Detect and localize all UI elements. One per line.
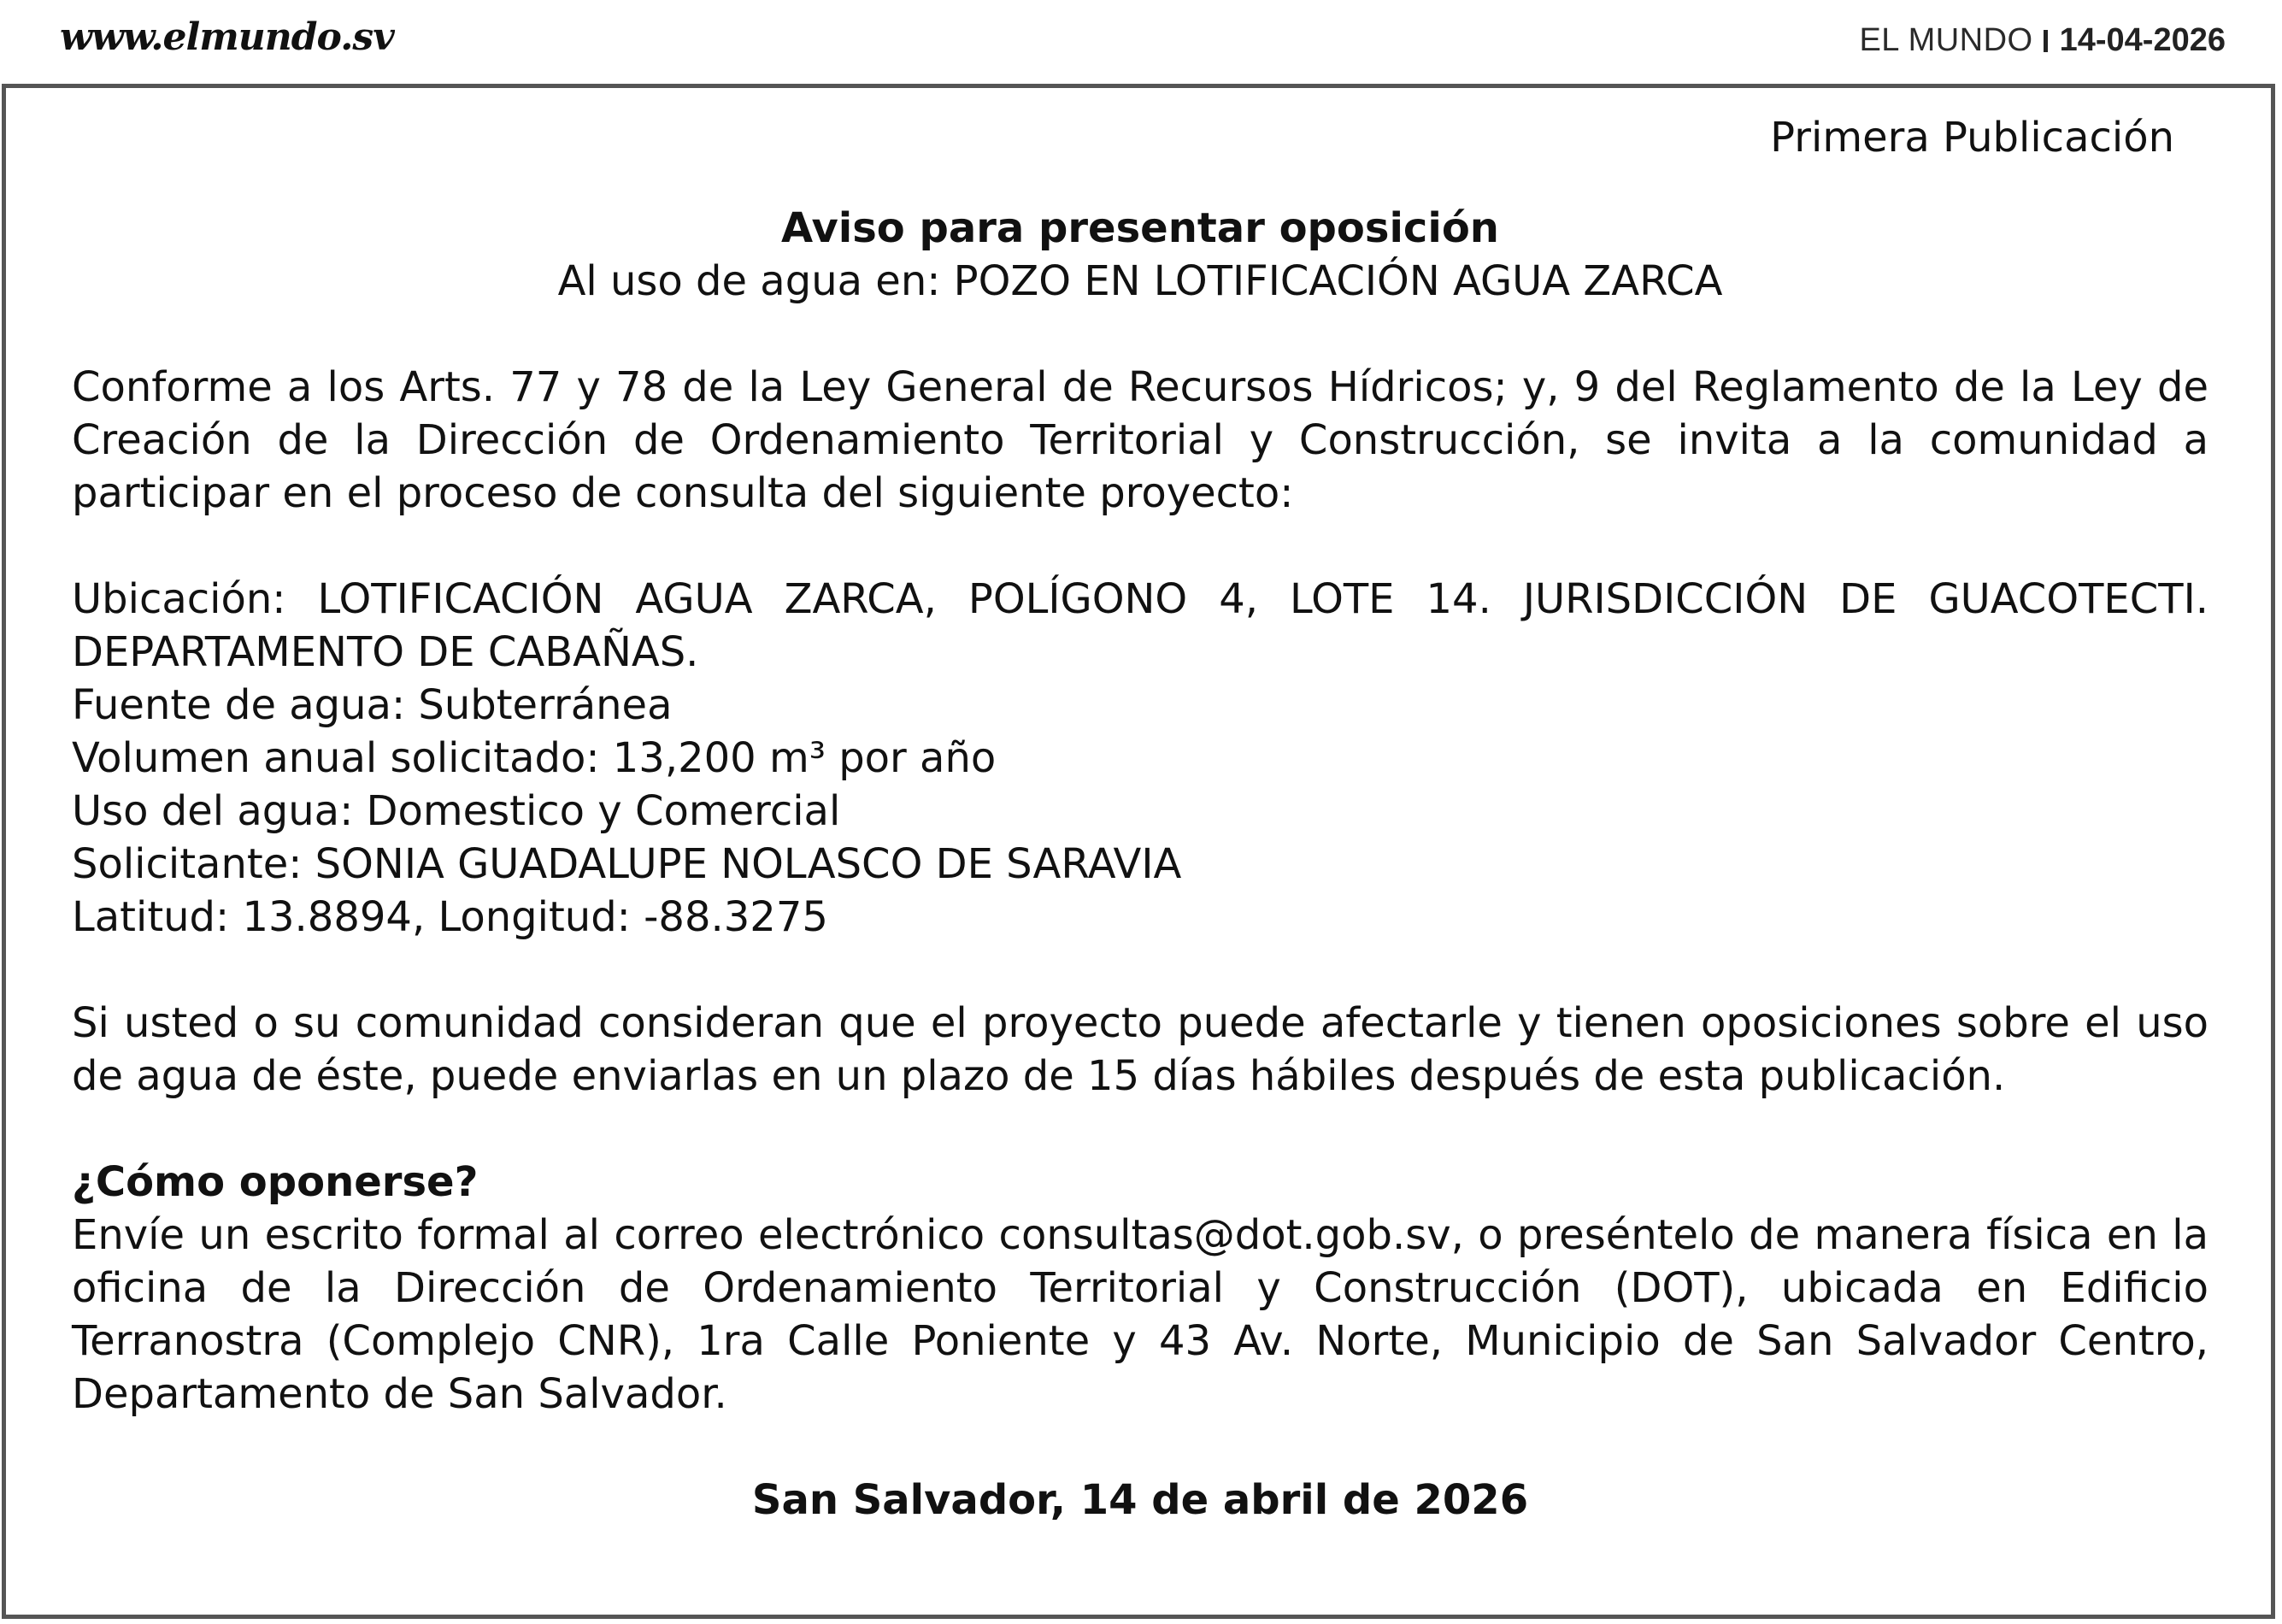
how-to-oppose-body: Envíe un escrito formal al correo electrónico consultas@dot.gob.sv, o preséntelo de manera física en la oficina de la Dirección de Ordenamiento Territorial y Construcción (DOT), ubicada en Edificio Terranostra (Complejo CNR), 1ra Calle Poniente y 43 Av. Norte, Municipio de San Salvador Centro, Departamento de San Salvador. [72, 1211, 2208, 1418]
detail-water-use: Uso del agua: Domestico y Comercial [72, 787, 841, 835]
page-header [0, 0, 2282, 82]
publication-label: Primera Publicación [1770, 114, 2174, 162]
project-details [72, 573, 2208, 944]
how-to-oppose-heading: ¿Cómo oponerse? [72, 1158, 479, 1206]
closing-place-date: San Salvador, 14 de abril de 2026 [751, 1476, 1529, 1524]
publication-name: EL MUNDO [1859, 22, 2033, 58]
publication-date: 14-04-2026 [2059, 22, 2226, 58]
detail-coordinates: Latitud: 13.8894, Longitud: -88.3275 [72, 893, 828, 941]
detail-applicant: Solicitante: SONIA GUADALUPE NOLASCO DE SARAVIA [72, 840, 1182, 888]
detail-annual-volume: Volumen anual solicitado: 13,200 m³ por año [72, 734, 997, 782]
notice-title: Aviso para presentar oposición [781, 204, 1499, 252]
notice-content [72, 111, 2208, 1527]
notice-subtitle: Al uso de agua en: POZO EN LOTIFICACIÓN AGUA ZARCA [557, 257, 1723, 305]
header-publication-info [1859, 22, 2226, 59]
intro-paragraph: Conforme a los Arts. 77 y 78 de la Ley General de Recursos Hídricos; y, 9 del Reglamento de la Ley de Creación de la Dirección de Ordenamiento Territorial y Construcción, se invita a la comunidad a participar en el proceso de consulta del siguiente proyecto: [72, 363, 2208, 517]
detail-location: Ubicación: LOTIFICACIÓN AGUA ZARCA, POLÍGONO 4, LOTE 14. JURISDICCIÓN DE GUACOTECTI. DEPARTAMENTO DE CABAÑAS. [72, 575, 2208, 676]
detail-water-source: Fuente de agua: Subterránea [72, 681, 673, 729]
site-url: www.elmundo.sv [60, 15, 394, 59]
header-separator [2044, 30, 2048, 52]
opposition-paragraph: Si usted o su comunidad consideran que el proyecto puede afectarle y tienen oposiciones sobre el uso de agua de éste, puede enviarlas en un plazo de 15 días hábiles después de esta publicación. [72, 999, 2208, 1100]
